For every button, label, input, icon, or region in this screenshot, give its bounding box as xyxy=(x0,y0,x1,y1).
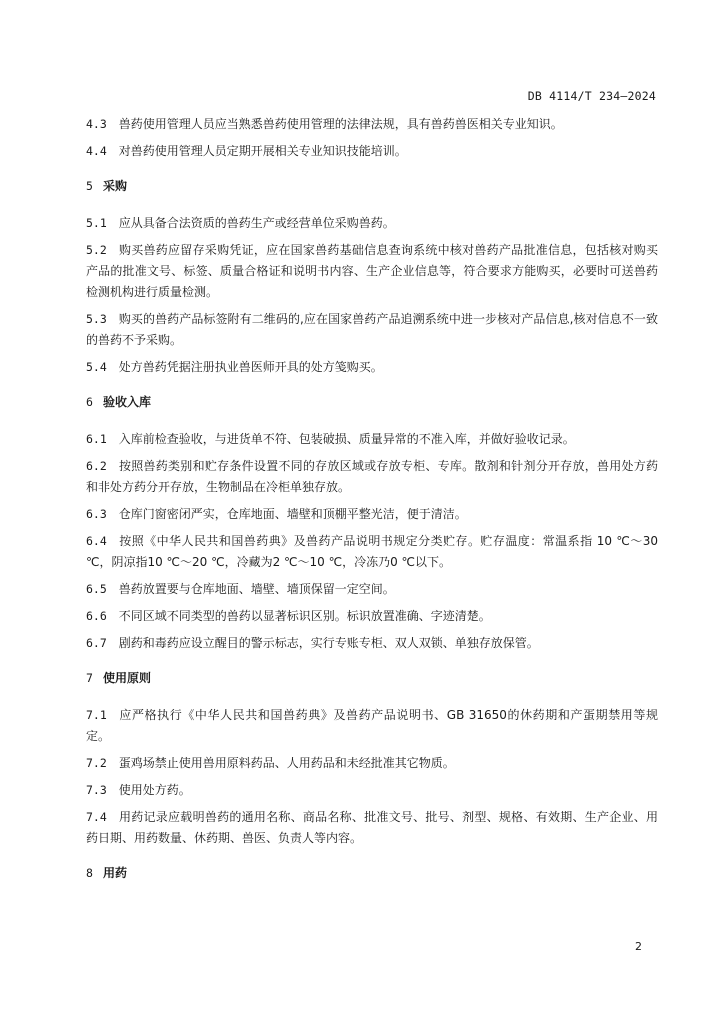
clause-paragraph xyxy=(86,807,658,849)
clause-number: 7.4 xyxy=(86,810,107,824)
clause-text: 蛋鸡场禁止使用兽用原料药品、人用药品和未经批准其它物质。 xyxy=(118,756,455,770)
section-heading xyxy=(86,176,658,197)
document-code-header: DB 4114/T 234—2024 xyxy=(527,89,656,103)
clause-number: 6.7 xyxy=(86,636,107,650)
clause-paragraph xyxy=(86,606,658,627)
section-title: 使用原则 xyxy=(102,671,151,685)
clause-paragraph xyxy=(86,579,658,600)
section-number: 8 xyxy=(86,866,93,880)
page-number: 2 xyxy=(635,940,642,953)
clause-number: 5.2 xyxy=(86,243,107,257)
clause-number: 5.1 xyxy=(86,216,107,230)
clause-paragraph xyxy=(86,531,658,573)
clause-paragraph xyxy=(86,705,658,747)
clause-text: 按照兽药类别和贮存条件设置不同的存放区域或存放专柜、专库。散剂和针剂分开存放，兽用处方药和非处方药分开存放，生物制品在冷柜单独存放。 xyxy=(86,459,658,494)
clause-number: 6.2 xyxy=(86,459,107,473)
clause-number: 5.3 xyxy=(86,312,107,326)
clause-number: 6.3 xyxy=(86,507,107,521)
clause-number: 6.6 xyxy=(86,609,107,623)
clause-paragraph xyxy=(86,114,658,135)
clause-text: 处方兽药凭据注册执业兽医师开具的处方笺购买。 xyxy=(118,360,383,374)
clause-text: 兽药使用管理人员应当熟悉兽药使用管理的法律法规，具有兽药兽医相关专业知识。 xyxy=(118,117,563,131)
clause-text: 不同区域不同类型的兽药以显著标识区别。标识放置准确、字迹清楚。 xyxy=(118,609,491,623)
section-number: 7 xyxy=(86,671,93,685)
clause-number: 4.3 xyxy=(86,117,107,131)
clause-number: 7.1 xyxy=(86,708,107,722)
document-body xyxy=(86,114,658,900)
section-title: 验收入库 xyxy=(102,395,151,409)
clause-text: 入库前检查验收，与进货单不符、包装破损、质量异常的不准入库，并做好验收记录。 xyxy=(118,432,575,446)
clause-text: 仓库门窗密闭严实，仓库地面、墙壁和顶棚平整光洁，便于清洁。 xyxy=(118,507,467,521)
section-heading xyxy=(86,863,658,884)
clause-paragraph xyxy=(86,309,658,351)
section-heading xyxy=(86,668,658,689)
clause-number: 7.3 xyxy=(86,783,107,797)
clause-text: 按照《中华人民共和国兽药典》及兽药产品说明书规定分类贮存。贮存温度：常温系指 10 ℃～30 ℃，阴凉指10 ℃～20 ℃，冷藏为2 ℃～10 ℃，冷冻乃0 ℃以下。 xyxy=(86,534,658,569)
clause-text: 应从具备合法资质的兽药生产或经营单位采购兽药。 xyxy=(118,216,395,230)
clause-number: 6.4 xyxy=(86,534,107,548)
clause-paragraph xyxy=(86,141,658,162)
clause-text: 购买兽药应留存采购凭证，应在国家兽药基础信息查询系统中核对兽药产品批准信息，包括核对购买产品的批准文号、标签、质量合格证和说明书内容、生产企业信息等，符合要求方能购买，必要时可送兽药检测机构进行质量检测。 xyxy=(86,243,658,299)
clause-text: 剧药和毒药应设立醒目的警示标志，实行专账专柜、双人双锁、单独存放保管。 xyxy=(118,636,539,650)
section-heading xyxy=(86,392,658,413)
section-number: 5 xyxy=(86,179,93,193)
clause-paragraph xyxy=(86,753,658,774)
clause-number: 5.4 xyxy=(86,360,107,374)
clause-number: 7.2 xyxy=(86,756,107,770)
clause-paragraph xyxy=(86,633,658,654)
clause-number: 6.5 xyxy=(86,582,107,596)
clause-number: 6.1 xyxy=(86,432,107,446)
clause-paragraph xyxy=(86,357,658,378)
clause-paragraph xyxy=(86,240,658,303)
clause-number: 4.4 xyxy=(86,144,107,158)
clause-text: 购买的兽药产品标签附有二维码的,应在国家兽药产品追溯系统中进一步核对产品信息,核对信息不一致的兽药不予采购。 xyxy=(86,312,658,347)
clause-paragraph xyxy=(86,780,658,801)
clause-text: 应严格执行《中华人民共和国兽药典》及兽药产品说明书、GB 31650的休药期和产蛋期禁用等规定。 xyxy=(86,708,658,743)
clause-text: 对兽药使用管理人员定期开展相关专业知识技能培训。 xyxy=(118,144,407,158)
section-title: 用药 xyxy=(102,866,127,880)
clause-paragraph xyxy=(86,504,658,525)
clause-text: 用药记录应载明兽药的通用名称、商品名称、批准文号、批号、剂型、规格、有效期、生产企业、用药日期、用药数量、休药期、兽医、负责人等内容。 xyxy=(86,810,658,845)
section-title: 采购 xyxy=(102,179,127,193)
clause-paragraph xyxy=(86,456,658,498)
clause-text: 使用处方药。 xyxy=(118,783,191,797)
clause-paragraph xyxy=(86,213,658,234)
section-number: 6 xyxy=(86,395,93,409)
clause-text: 兽药放置要与仓库地面、墙壁、墙顶保留一定空间。 xyxy=(118,582,395,596)
clause-paragraph xyxy=(86,429,658,450)
